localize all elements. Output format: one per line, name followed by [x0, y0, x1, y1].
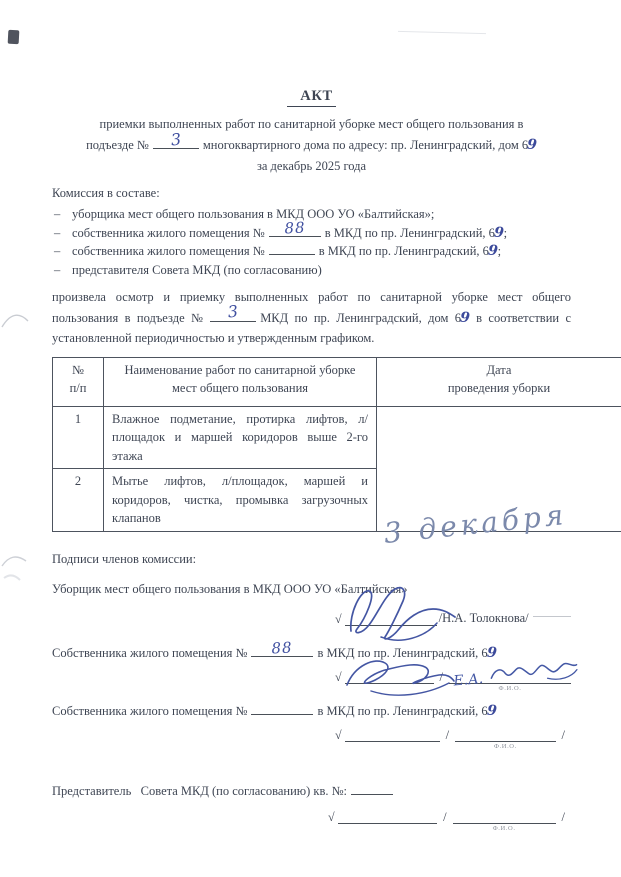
owner2-label-text: Собственника жилого помещения № [52, 704, 248, 719]
row2-num: 2 [53, 469, 104, 532]
intro-line-1: приемки выполненных работ по санитарной уборке мест общего пользования в [99, 117, 524, 131]
member-owner1-text: собственника жилого помещения № [72, 225, 265, 240]
row2-work: Мытье лифтов, л/площадок, маршей и коридоров, чистка, промывка загрузочных клапанов [104, 469, 377, 532]
act-line-2 [52, 301, 571, 329]
list-dash: – [54, 225, 61, 240]
owner2-signature-row [335, 727, 571, 751]
header-date: Дата проведения уборки [377, 357, 621, 406]
slash-divider: / [439, 670, 443, 685]
header-work: Наименование работ по санитарной уборке мест общего пользования [104, 357, 377, 406]
row1-num: 1 [53, 406, 104, 469]
header-num: № п/п [53, 357, 104, 406]
owner2-label-address: в МКД по пр. Ленинградский, 6 [317, 704, 488, 719]
owner1-label-text: Собственника жилого помещения № [52, 646, 248, 661]
owner1-signature-row [335, 669, 571, 693]
list-dash: – [54, 207, 61, 221]
date-handwritten-note: 3 декабря [382, 497, 569, 550]
scan-artifact-tail-line [533, 616, 571, 617]
owner2-signature-line [345, 727, 440, 742]
signature-checkmark: √ [328, 810, 335, 825]
fio-label: Ф.И.О. [498, 685, 522, 693]
member-item-owner-1 [52, 218, 571, 243]
house-number-handwritten: 9 [459, 309, 471, 326]
member-item-representative [52, 261, 571, 280]
signature-checkmark: √ [335, 670, 342, 685]
cleaner-signature [341, 579, 461, 641]
representative-signature-line [338, 809, 438, 824]
owner1-apt-blank [269, 218, 321, 238]
representative-label-text: Представитель Совета МКД (по согласованию) кв. №: [52, 784, 348, 799]
act-paragraph [52, 287, 571, 349]
act-entrance-handwritten: 3 [227, 301, 240, 322]
owner1-label-address: в МКД по пр. Ленинградский, 6 [317, 646, 488, 661]
signature-checkmark: √ [335, 728, 342, 743]
entrance-number-blank [153, 129, 199, 150]
table-row [53, 406, 621, 469]
slash-divider: / [561, 728, 565, 743]
intro-address-text: многоквартирного дома по адресу: пр. Ленинградский, дом 6 [202, 138, 529, 152]
list-dash: – [54, 244, 61, 258]
act-entrance-blank [210, 301, 256, 322]
commission-members-list [52, 205, 571, 279]
representative-label [52, 782, 571, 801]
act-line2-tail: в соответствии с [476, 310, 571, 325]
house-number-handwritten: 9 [486, 702, 498, 720]
cleaner-name: /Н.А. Толокнова/ [438, 611, 529, 626]
owner1-signature-label [52, 638, 571, 663]
member-owner2-text: собственника жилого помещения № [72, 244, 265, 258]
fio-label: Ф.И.О. [493, 743, 517, 751]
date-cell [377, 406, 621, 550]
scan-artifact-arc-1 [0, 303, 30, 331]
owner2-signature-label [52, 702, 571, 721]
document-title: АКТ [287, 88, 335, 107]
representative-signature-row [328, 809, 571, 833]
act-line-1: произвела осмотр и приемку выполненных работ по санитарной уборке мест общего [52, 290, 571, 304]
owner1-name-line [449, 669, 571, 693]
house-number-handwritten: 9 [486, 644, 498, 662]
slash-divider: / [561, 810, 565, 825]
member-item-owner-2 [52, 242, 571, 261]
table-header-row [53, 357, 621, 406]
member-cleaner-text: уборщика мест общего пользования в МКД ООО УО «Балтийская»; [72, 207, 435, 221]
act-address-text: МКД по пр. Ленинградский, дом 6 [260, 310, 462, 325]
scan-artifact-arc-2 [0, 548, 28, 588]
owner1-apt-signature-handwritten: 88 [271, 638, 294, 658]
commission-heading: Комиссия в составе: [52, 186, 160, 200]
works-table [52, 357, 621, 550]
cleaner-signature-line [345, 611, 437, 626]
title-row [52, 88, 571, 110]
house-number-handwritten: 9 [526, 136, 538, 154]
member-representative-text: представителя Совета МКД (по согласованию) [72, 262, 322, 277]
intro-entrance-label: подъезде № [86, 138, 149, 152]
member-owner2-address: в МКД по пр. Ленинградский, 6 [318, 244, 489, 258]
member-owner2-tail: ; [497, 244, 502, 258]
intro-line-2 [52, 129, 571, 156]
slash-divider: / [445, 728, 450, 743]
row1-work: Влажное подметание, протирка лифтов, л/площадок и маршей коридоров выше 2-го этажа [104, 406, 377, 469]
representative-name-line [453, 809, 556, 833]
list-dash: – [54, 262, 61, 277]
fio-label: Ф.И.О. [492, 825, 516, 833]
member-owner1-address: в МКД по пр. Ленинградский, 6 [324, 225, 495, 240]
owner1-apt-handwritten: 88 [283, 218, 306, 238]
signature-checkmark: √ [335, 612, 342, 627]
owner2-name-line [455, 727, 555, 751]
owner1-apt-signature-blank [251, 638, 313, 658]
intro-line-3: за декабрь 2025 года [256, 159, 367, 173]
owner2-apt-signature-blank [251, 702, 313, 715]
member-owner1-tail: ; [503, 225, 508, 240]
slash-divider: / [443, 810, 447, 825]
scan-artifact-corner-mark [8, 30, 20, 45]
owner1-signature-line [345, 669, 434, 684]
owner1-initials: Е.А. [452, 671, 484, 690]
owner2-apt-blank [269, 242, 315, 255]
representative-apt-blank [351, 782, 393, 795]
cleaner-signature-row [335, 611, 571, 626]
intro-paragraph [52, 114, 571, 177]
act-line-3: установленной периодичностью и утвержденным графиком. [52, 331, 375, 346]
house-number-handwritten: 9 [493, 224, 505, 241]
entrance-number-handwritten: 3 [169, 129, 182, 150]
act-entrance-label: пользования в подъезде № [52, 310, 207, 325]
owner1-signature [341, 651, 456, 699]
signatures-heading: Подписи членов комиссии: [52, 552, 197, 567]
house-number-handwritten: 9 [487, 242, 499, 260]
cleaner-signature-label: Уборщик мест общего пользования в МКД ООО УО «Балтийская» [52, 582, 408, 597]
member-item-cleaner [52, 205, 571, 224]
